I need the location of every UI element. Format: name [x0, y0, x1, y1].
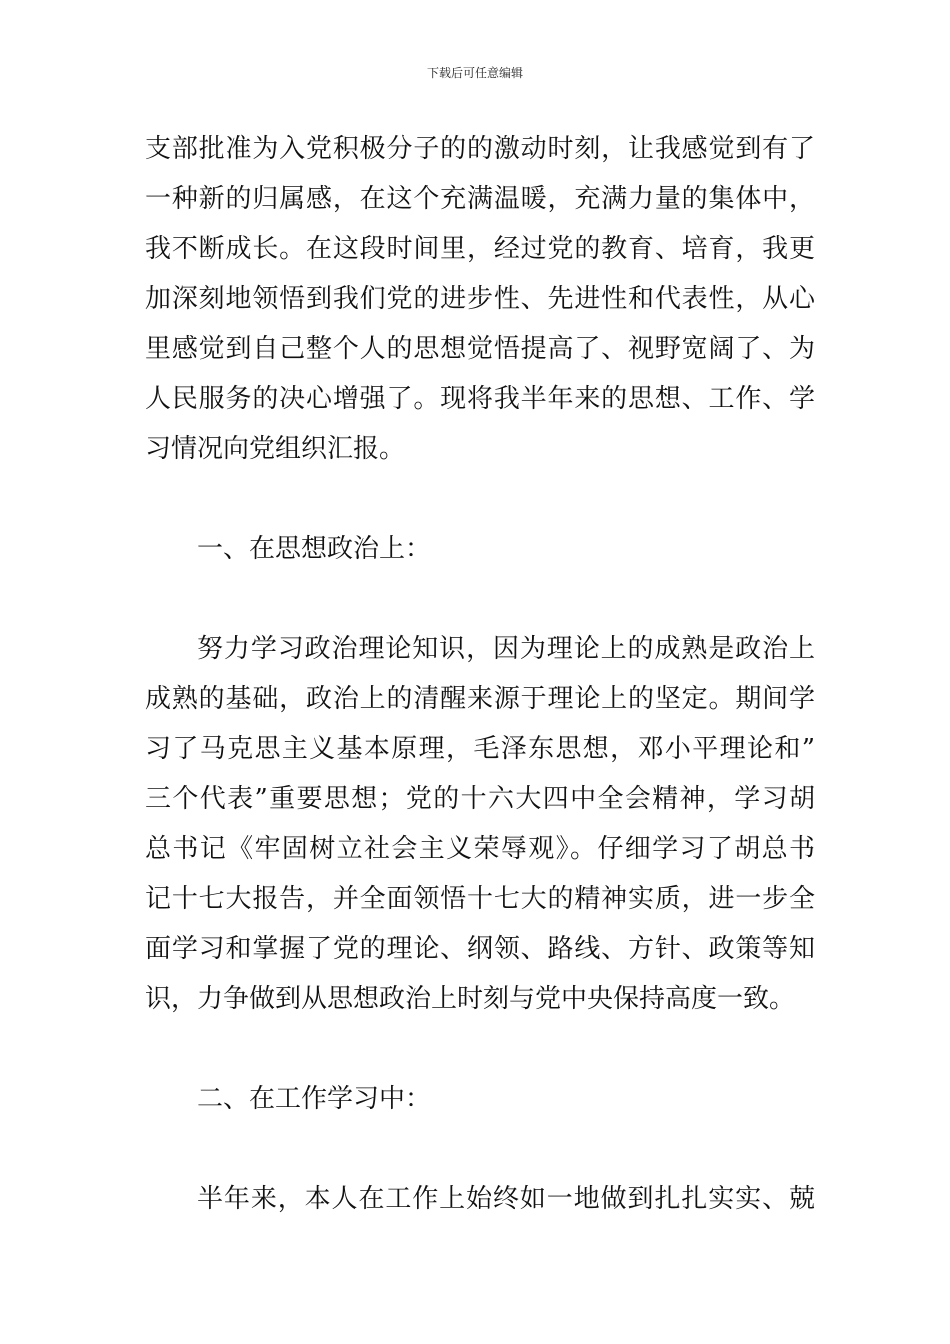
paragraph [145, 124, 815, 474]
text-line: 努力学习政治理论知识，因为理论上的成熟是政治上 [197, 634, 815, 664]
paragraph-gap [145, 1124, 815, 1174]
text-line: 三个代表”重要思想；党的十六大四中全会精神，学习胡 [145, 784, 815, 814]
text-line: 记十七大报告，并全面领悟十七大的精神实质，进一步全 [145, 884, 815, 914]
text-line: 人民服务的决心增强了。现将我半年来的思想、工作、学 [145, 384, 815, 414]
text-line: 半年来，本人在工作上始终如一地做到扎扎实实、兢 [197, 1184, 815, 1214]
paragraph-gap [145, 474, 815, 524]
text-line: 成熟的基础，政治上的清醒来源于理论上的坚定。期间学 [145, 684, 815, 714]
text-line: 总书记《牢固树立社会主义荣辱观》。仔细学习了胡总书 [145, 834, 815, 864]
text-line: 习了马克思主义基本原理，毛泽东思想，邓小平理论和” [145, 734, 815, 764]
section-heading-text: 二、在工作学习中： [197, 1084, 432, 1114]
text-line: 习情况向党组织汇报。 [145, 434, 406, 464]
text-line: 加深刻地领悟到我们党的进步性、先进性和代表性，从心 [145, 284, 815, 314]
section-heading-text: 一、在思想政治上： [197, 534, 432, 564]
section-heading [145, 524, 815, 574]
paragraph [145, 624, 815, 1024]
document-body [145, 124, 815, 1224]
page-header: 下载后可任意编辑 [426, 66, 523, 80]
paragraph-gap [145, 574, 815, 624]
text-line: 面学习和掌握了党的理论、纲领、路线、方针、政策等知 [145, 934, 815, 964]
text-line: 里感觉到自己整个人的思想觉悟提高了、视野宽阔了、为 [145, 334, 815, 364]
text-line: 识，力争做到从思想政治上时刻与党中央保持高度一致。 [145, 984, 796, 1014]
text-line: 我不断成长。在这段时间里，经过党的教育、培育，我更 [145, 234, 815, 264]
section-heading [145, 1074, 815, 1124]
text-line: 一种新的归属感，在这个充满温暖，充满力量的集体中， [145, 184, 815, 214]
paragraph [145, 1174, 815, 1224]
paragraph-gap [145, 1024, 815, 1074]
text-line: 支部批准为入党积极分子的的激动时刻，让我感觉到有了 [145, 134, 815, 164]
